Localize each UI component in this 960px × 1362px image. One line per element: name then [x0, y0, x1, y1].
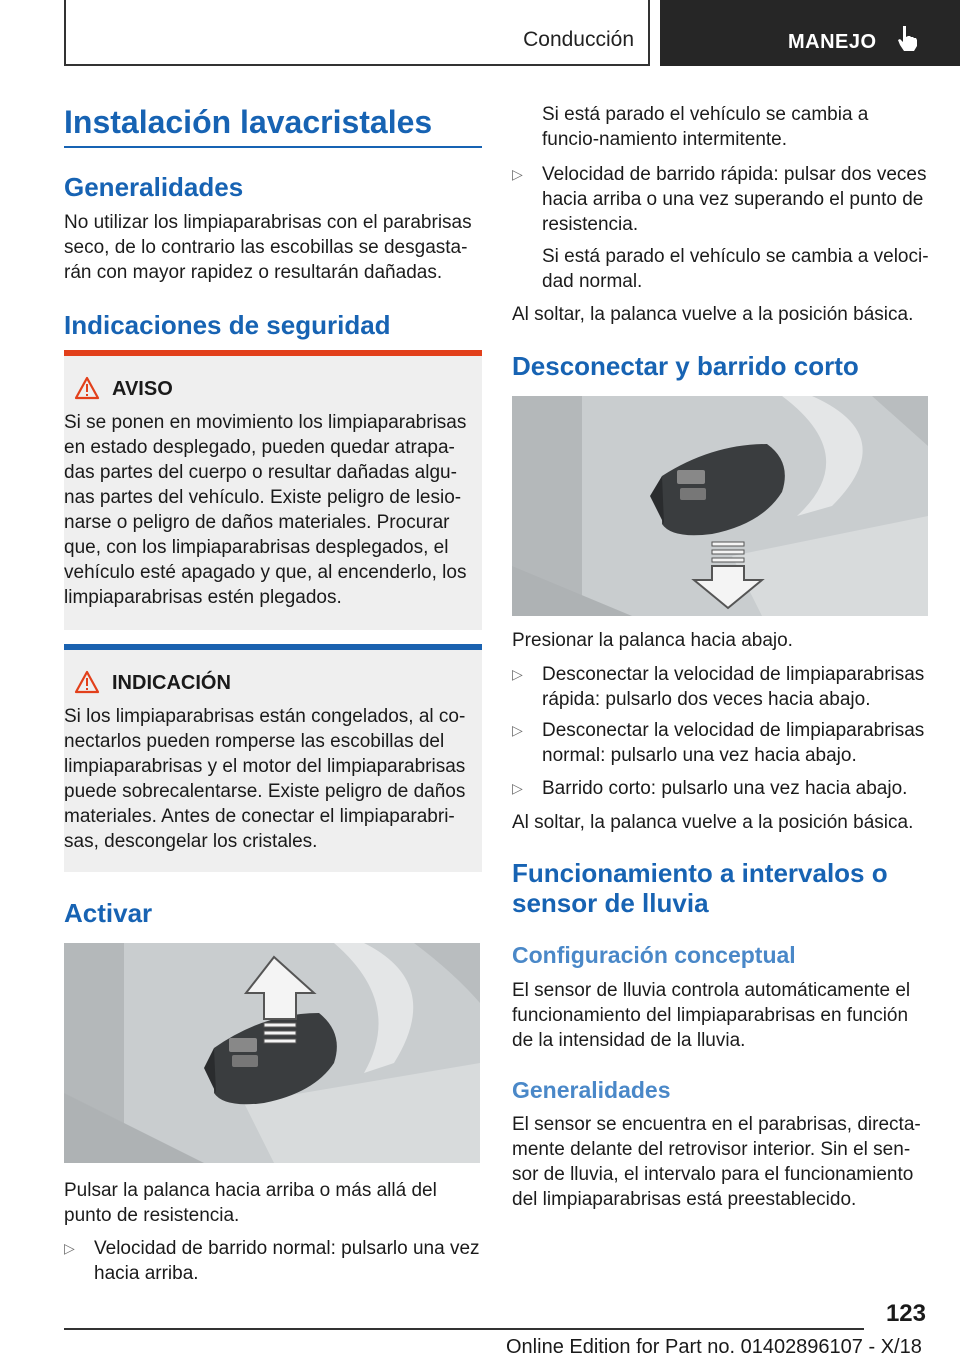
concept-text: El sensor de lluvia controla automáticamente el funcionamiento del limpiaparabrisas en función de la intensidad de la lluvia.	[512, 980, 911, 1051]
edition-note: Online Edition for Part no. 01402896107 - X/18	[506, 1336, 922, 1358]
page-title: Instalación lavacristales	[64, 104, 433, 140]
release-text: Al soltar, la palanca vuelve a la posición básica.	[512, 304, 914, 325]
off-heading: Desconectar y barrido corto	[512, 351, 859, 381]
interval-heading: Funcionamiento a intervalos o sensor de lluvia	[512, 858, 888, 918]
triangle-bullet-icon: ▷	[512, 666, 523, 682]
activate-heading: Activar	[64, 898, 153, 928]
general-heading: Generalidades	[64, 172, 244, 202]
warning-bar	[64, 350, 482, 356]
right-general-text: El sensor se encuentra en el parabrisas, directa-mente delante del retrovisor interior. Sin el sen-sor de lluvia, el intervalo para el funcionamiento del limpiaparabrisas está preestablecido.	[512, 1114, 921, 1210]
triangle-bullet-icon: ▷	[64, 1240, 75, 1256]
triangle-bullet-icon: ▷	[512, 722, 523, 738]
note-title: INDICACIÓN	[112, 672, 231, 694]
wiper-lever-up-illustration	[64, 943, 480, 1163]
concept-heading: Configuración conceptual	[512, 942, 796, 968]
triangle-bullet-icon: ▷	[512, 166, 523, 182]
title-rule	[64, 146, 482, 148]
note-box	[64, 644, 482, 872]
caution-triangle-icon	[74, 670, 100, 694]
bullet-text: Barrido corto: pulsarlo una vez hacia abajo.	[542, 778, 908, 799]
page-number: 123	[885, 1300, 926, 1327]
bullet-text: Velocidad de barrido normal: pulsarlo una vez hacia arriba.	[94, 1238, 480, 1284]
bullet-text: Desconectar la velocidad de limpiaparabrisas normal: pulsarlo una vez hacia abajo.	[542, 720, 925, 766]
triangle-bullet-icon: ▷	[512, 780, 523, 796]
normal-speed-note: Si está parado el vehículo se cambia a veloci-dad normal.	[542, 246, 929, 292]
note-bar	[64, 644, 482, 650]
wiper-lever-down-illustration	[512, 396, 928, 616]
warning-title: AVISO	[112, 378, 173, 400]
safety-heading: Indicaciones de seguridad	[64, 310, 391, 340]
activate-text: Pulsar la palanca hacia arriba o más allá del punto de resistencia.	[64, 1180, 437, 1226]
off-text: Presionar la palanca hacia abajo.	[512, 630, 793, 651]
note-text: Si los limpiaparabrisas están congelados, al co-nectarlos pueden romperse las escobillas del limpiaparabrisas y el motor del limpiaparabrisas puede sobrecalentarse. Existe peligro de daños materiales. Antes de conectar el limpiaparabri-sas, descongelar los cristales.	[64, 706, 466, 852]
right-general-heading: Generalidades	[512, 1077, 671, 1103]
footer-rule	[64, 1328, 864, 1330]
header-chapter-tab[interactable]	[660, 0, 960, 66]
intermittent-text: Si está parado el vehículo se cambia a funcio-namiento intermitente.	[542, 104, 869, 150]
warning-text: Si se ponen en movimiento los limpiaparabrisas en estado desplegado, pueden quedar atrapa-das partes del cuerpo o resultar dañadas algu-nas partes del vehículo. Existe peligro de lesio-narse o peligro de daños materiales. Procurar que, con los limpiaparabrisas desplegados, el vehículo esté apagado y que, al encenderlo, los limpiaparabrisas estén plegados.	[64, 412, 467, 608]
bullet-text: Desconectar la velocidad de limpiaparabrisas rápida: pulsarlo dos veces hacia abajo.	[542, 664, 925, 710]
header-section-title: Conducción	[523, 28, 634, 51]
general-text: No utilizar los limpiaparabrisas con el parabrisas seco, de lo contrario las escobillas se desgasta-rán con mayor rapidez o resultarán dañadas.	[64, 212, 472, 283]
header-chapter-label: MANEJO	[788, 31, 877, 53]
release-text-2: Al soltar, la palanca vuelve a la posición básica.	[512, 812, 914, 833]
warning-triangle-icon	[74, 376, 100, 400]
header-frame	[64, 0, 650, 66]
bullet-text: Velocidad de barrido rápida: pulsar dos veces hacia arriba o una vez superando el punto de resistencia.	[542, 164, 927, 235]
hand-pointer-icon	[897, 24, 919, 52]
warning-box	[64, 350, 482, 630]
